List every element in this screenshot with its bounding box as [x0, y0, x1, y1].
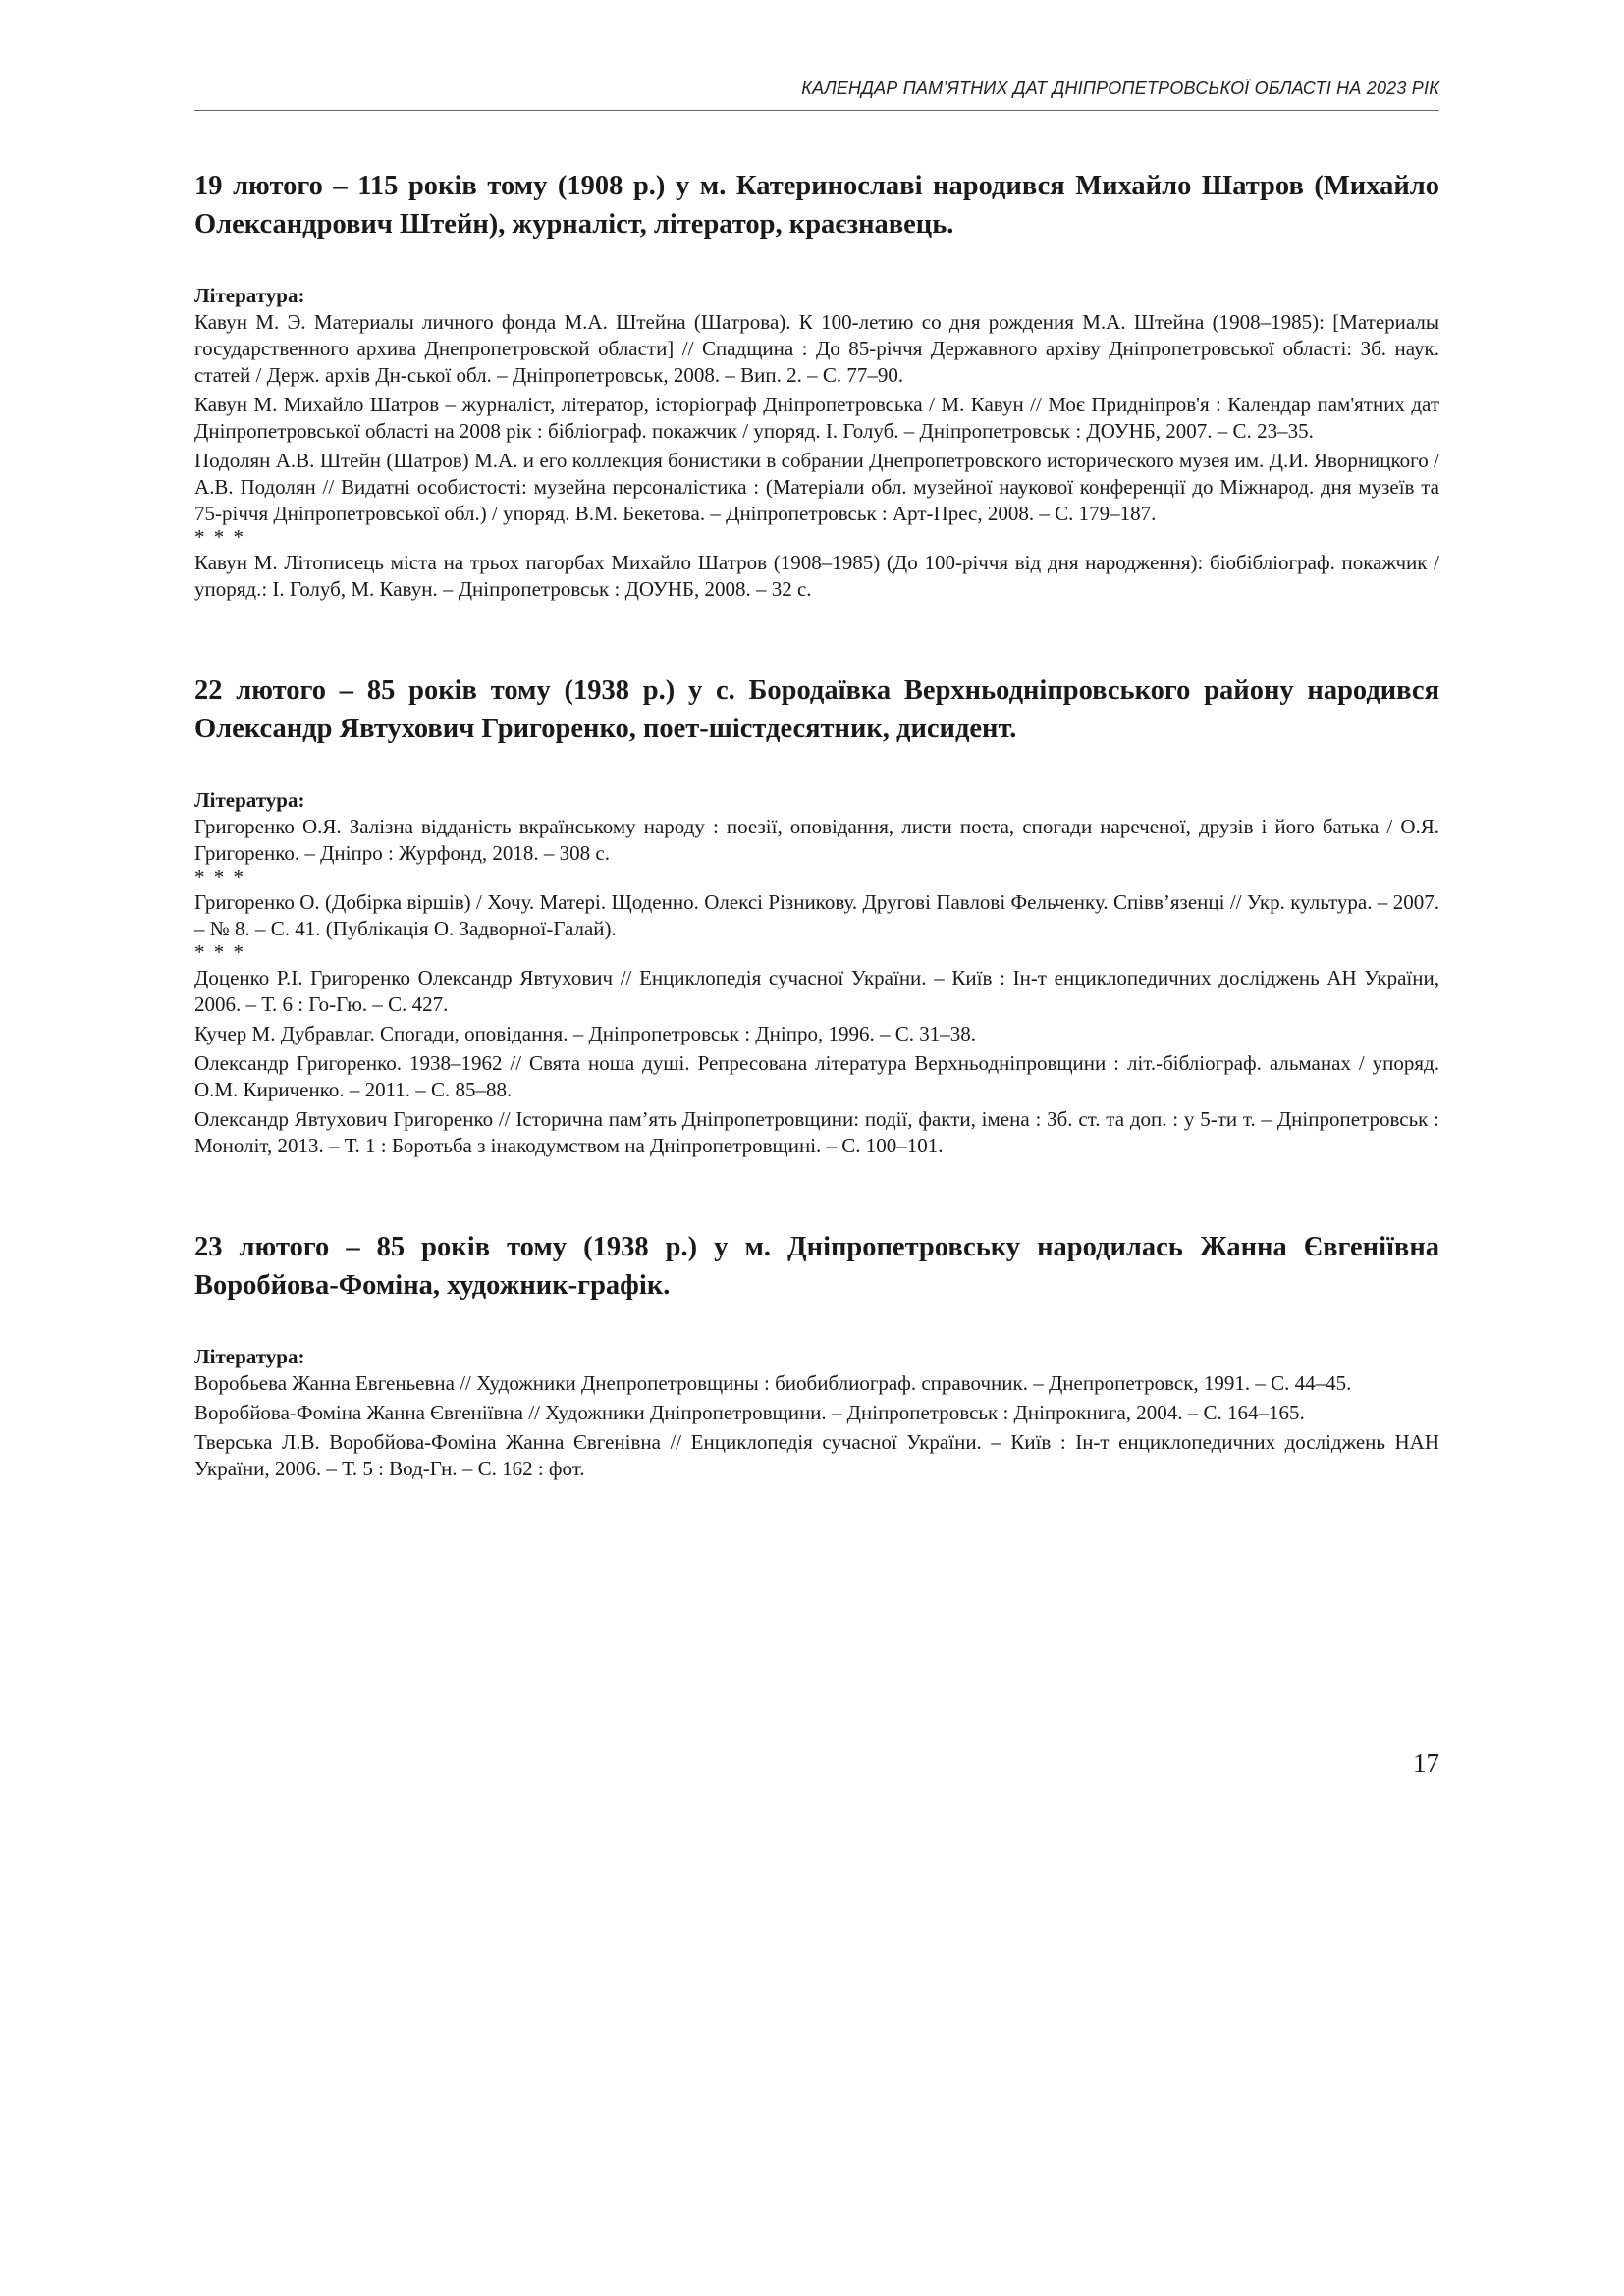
- reference-item: Олександр Явтухович Григоренко // Історична пам’ять Дніпропетровщини: події, факти, імена : Зб. ст. та доп. : у 5-ти т. – Дніпропетровськ : Моноліт, 2013. – Т. 1 : Боротьба з інакодумством на Дніпропетровщині. – С. 100–101.: [194, 1107, 1439, 1157]
- reference-item: Тверська Л.В. Воробйова-Фоміна Жанна Євгенівна // Енциклопедія сучасної України. – Київ : Ін-т енциклопедичних досліджень НАН України, 2006. – Т. 5 : Вод-Гн. – С. 162 : фот.: [194, 1430, 1439, 1480]
- reference-item: Кавун М. Літописець міста на трьох пагорбах Михайло Шатров (1908–1985) (До 100-річчя від дня народження): біобібліограф. покажчик / упоряд.: І. Голуб, М. Кавун. – Дніпропетровськ : ДОУНБ, 2008. – 32 с.: [194, 551, 1439, 601]
- calendar-entry: [194, 671, 1439, 1159]
- reference-item: Доценко Р.І. Григоренко Олександр Явтухович // Енциклопедія сучасної України. – Київ : Ін-т енциклопедичних досліджень АН України, 2006. – Т. 6 : Го-Гю. – С. 427.: [194, 966, 1439, 1016]
- page-content: [194, 167, 1439, 1551]
- calendar-entry: [194, 167, 1439, 603]
- reference-item: Олександр Григоренко. 1938–1962 // Свята ноша душі. Репресована література Верхньодніпровщини : літ.-бібліограф. альманах / упоряд. О.М. Кириченко. – 2011. – С. 85–88.: [194, 1051, 1439, 1101]
- literature-label: Література:: [194, 1345, 305, 1368]
- entry-title: 19 лютого – 115 років тому (1908 р.) у м. Катеринославі народився Михайло Шатров (Михайло Олександрович Штейн), журналіст, літератор, краєзнавець.: [194, 171, 1439, 240]
- calendar-entry: [194, 1228, 1439, 1482]
- reference-item: Кавун М. Михайло Шатров – журналіст, літератор, історіограф Дніпропетровська / М. Кавун // Моє Придніпров'я : Календар пам'ятних дат Дніпропетровської області на 2008 рік : бібліограф. покажчик / упоряд. І. Голуб. – Дніпропетровськ : ДОУНБ, 2007. – С. 23–35.: [194, 393, 1439, 443]
- literature-label: Література:: [194, 788, 305, 812]
- literature-label: Література:: [194, 284, 305, 307]
- reference-item: Григоренко О. (Добірка віршів) / Хочу. Матері. Щоденно. Олексі Різникову. Другові Павлові Фельченку. Співв’язенці // Укр. культура. – 2007. – № 8. – С. 41. (Публікація О. Задворної-Галай).: [194, 890, 1439, 940]
- page-number: 17: [1413, 1748, 1439, 1778]
- reference-separator: * * *: [194, 525, 245, 549]
- reference-separator: * * *: [194, 940, 245, 964]
- entry-title: 22 лютого – 85 років тому (1938 р.) у с. Бородаївка Верхньодніпровського району народився Олександр Явтухович Григоренко, поет-шістдесятник, дисидент.: [194, 675, 1439, 744]
- running-header: КАЛЕНДАР ПАМ’ЯТНИХ ДАТ ДНІПРОПЕТРОВСЬКОЇ ОБЛАСТІ НА 2023 РІК: [801, 79, 1439, 98]
- reference-item: Кучер М. Дубравлаг. Спогади, оповідання. – Дніпропетровськ : Дніпро, 1996. – С. 31–38.: [194, 1022, 976, 1045]
- entry-title: 23 лютого – 85 років тому (1938 р.) у м. Дніпропетровську народилась Жанна Євгеніївна Воробйова-Фоміна, художник-графік.: [194, 1232, 1439, 1301]
- reference-item: Воробьева Жанна Евгеньевна // Художники Днепропетровщины : биобиблиограф. справочник. – Днепропетровск, 1991. – С. 44–45.: [194, 1371, 1352, 1395]
- header-divider: [194, 110, 1439, 111]
- reference-item: Кавун М. Э. Материалы личного фонда М.А. Штейна (Шатрова). К 100-летию со дня рождения М.А. Штейна (1908–1985): [Материалы государственного архива Днепропетровской области] // Спадщина : До 85-річчя Державного архіву Дніпропетровської області: Зб. наук. статей / Держ. архів Дн-ської обл. – Дніпропетровськ, 2008. – Вип. 2. – С. 77–90.: [194, 310, 1439, 387]
- reference-item: Подолян А.В. Штейн (Шатров) М.А. и его коллекция бонистики в собрании Днепропетровского исторического музея им. Д.И. Яворницкого / А.В. Подолян // Видатні особистості: музейна персоналістика : (Матеріали обл. музейної наукової конференції до Міжнарод. дня музеїв та 75-річчя Дніпропетровської обл.) / упоряд. В.М. Бекетова. – Дніпропетровськ : Арт-Прес, 2008. – С. 179–187.: [194, 449, 1439, 525]
- reference-item: Воробйова-Фоміна Жанна Євгеніївна // Художники Дніпропетровщини. – Дніпропетровськ : Дніпрокнига, 2004. – С. 164–165.: [194, 1401, 1305, 1424]
- reference-separator: * * *: [194, 865, 245, 888]
- reference-item: Григоренко О.Я. Залізна відданість вкраїнському народу : поезії, оповідання, листи поета, спогади нареченої, друзів і його батька / О.Я. Григоренко. – Дніпро : Журфонд, 2018. – 308 с.: [194, 815, 1439, 865]
